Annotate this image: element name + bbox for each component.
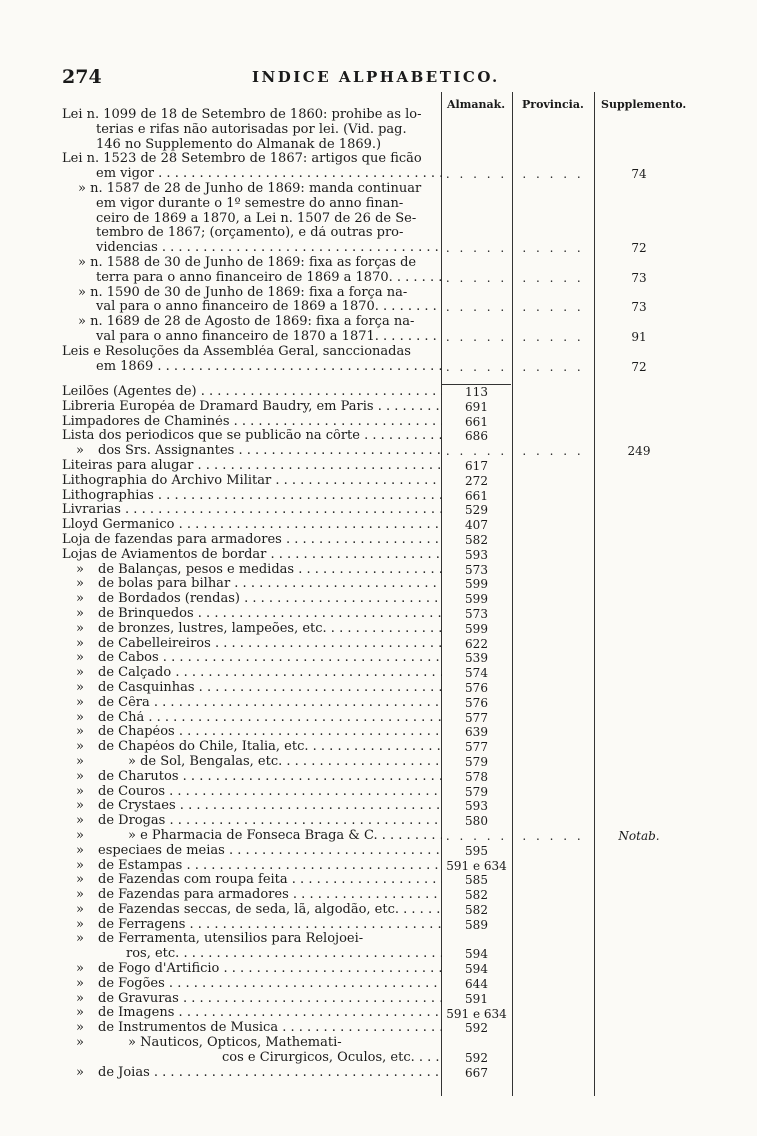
- index-entry: [62, 444, 442, 459]
- index-entry-label: Lloyd Germanico: [62, 518, 175, 533]
- ditto-mark: »: [76, 1006, 84, 1021]
- index-entry-label: de Chapéos: [98, 725, 175, 740]
- law-entry-line: 146 no Supplemento do Almanak de 1869.): [96, 137, 382, 152]
- page-ref-almanak: 573: [465, 607, 488, 621]
- page-ref-almanak: 639: [465, 725, 488, 740]
- index-entry-label: de Crystaes: [98, 799, 176, 814]
- index-entry: [62, 563, 442, 578]
- column-header-provincia: Provincia.: [522, 98, 584, 111]
- law-entry: [62, 256, 442, 286]
- index-entry-label: de Cabos: [98, 651, 159, 666]
- index-entry: [62, 400, 442, 415]
- index-entry: [62, 651, 442, 666]
- page-ref-almanak: 599: [465, 577, 488, 592]
- index-entry: [62, 888, 442, 903]
- law-entry-line: videncias . . .: [62, 241, 442, 256]
- index-entry: [62, 992, 442, 1007]
- index-entry-label: de Fogo d'Artificio: [98, 962, 220, 977]
- page-ref-almanak: 617: [465, 459, 488, 473]
- index-entry-label: » Nauticos, Opticos, Mathemati-: [128, 1036, 342, 1051]
- index-entry-label: cos e Cirurgicos, Oculos, etc.: [222, 1050, 415, 1065]
- index-entry-label: de Imagens: [98, 1006, 175, 1021]
- index-entry-label: de Fogões: [98, 976, 165, 991]
- page-ref-supplemento: 73: [631, 270, 647, 285]
- page-ref-almanak: 592: [465, 1021, 488, 1036]
- page-ref-almanak: 594: [465, 947, 488, 962]
- index-entry-label: de bolas para bilhar: [98, 577, 231, 592]
- index-entry: [62, 1021, 442, 1036]
- ditto-mark: »: [76, 592, 84, 607]
- ditto-mark: »: [76, 858, 84, 873]
- index-entry: [62, 785, 442, 800]
- page-ref-almanak: 573: [465, 562, 488, 577]
- index-entry: [62, 415, 442, 430]
- page-ref-almanak: 599: [465, 592, 488, 607]
- page-ref-almanak: 593: [465, 799, 488, 814]
- page-ref-almanak: 582: [465, 888, 488, 903]
- page-ref-almanak: 577: [465, 740, 488, 755]
- index-entry-label: de Fazendas seccas, de seda, lã, algodão, etc.: [98, 902, 400, 917]
- page-ref-supplemento: 249: [627, 444, 651, 459]
- index-entry: [62, 681, 442, 696]
- index-entry-label: de Ferramenta, utensilios para Relojoei-: [98, 932, 364, 947]
- index-entry-label: de Instrumentos de Musica: [98, 1021, 279, 1036]
- ditto-mark: »: [76, 754, 84, 769]
- page-ref-almanak: 594: [465, 962, 488, 977]
- law-entry-line: val para o anno financeiro de 1870 a 1871. . . .: [62, 330, 442, 345]
- page-ref-almanak: . . . . .: [445, 330, 508, 344]
- page-ref-almanak: 529: [465, 503, 488, 518]
- page-ref-almanak: 591 e 634: [446, 858, 507, 873]
- index-entry-label: » de Sol, Bengalas, etc.: [128, 754, 283, 769]
- index-entry-label: de Fazendas para armadores: [98, 888, 289, 903]
- page-ref-almanak: . . . . .: [445, 241, 508, 256]
- index-entry-label: de Charutos: [98, 769, 179, 784]
- index-entry-label: de Gravuras: [98, 991, 179, 1006]
- index-entry-label: de Casquinhas: [98, 680, 195, 695]
- index-entry: [62, 548, 442, 563]
- index-entry: [62, 859, 442, 874]
- index-entry: [62, 696, 442, 711]
- law-entry-line: ceiro de 1869 a 1870, a Lei n. 1507 de 26 de Se-: [96, 211, 417, 226]
- page-ref-provincia: . . . . .: [522, 270, 584, 285]
- index-entry-label: Limpadores de Chaminés: [62, 414, 230, 429]
- law-entry: [62, 152, 442, 182]
- ditto-mark: »: [76, 799, 84, 814]
- page-ref-almanak: 599: [465, 621, 488, 636]
- law-entry-line: terias e rifas não autorisadas por lei. (Vid. pag.: [96, 122, 407, 137]
- page-ref-almanak: . . . . .: [445, 300, 508, 315]
- index-entry-label: Lojas de Aviamentos de bordar: [62, 547, 267, 562]
- ditto-mark: »: [76, 784, 84, 799]
- page-ref-almanak: 579: [465, 784, 488, 799]
- page-ref-almanak: 644: [465, 977, 488, 991]
- ditto-mark: »: [76, 695, 84, 710]
- ditto-mark: »: [76, 888, 84, 903]
- page-ref-almanak: 592: [465, 1051, 488, 1065]
- page-ref-almanak: . . . . .: [445, 444, 508, 459]
- index-entry: [62, 770, 442, 785]
- law-entry-line: em 1869 . . .: [62, 360, 442, 375]
- page-ref-almanak: 578: [465, 769, 488, 784]
- index-entry-label: de Chapéos do Chile, Italia, etc.: [98, 740, 309, 755]
- ditto-mark: »: [76, 606, 84, 621]
- ditto-mark: »: [76, 636, 84, 651]
- index-entry-label: especiaes de meias: [98, 843, 225, 858]
- index-entry: [62, 740, 442, 755]
- page-ref-supplemento: Notab.: [618, 829, 660, 843]
- ditto-mark: »: [76, 725, 84, 740]
- page-ref-almanak: 595: [465, 843, 488, 858]
- index-entry: [62, 932, 442, 947]
- index-entry: [62, 947, 442, 962]
- law-entry-line: Leis e Resoluções da Assembléa Geral, sanccionadas: [62, 344, 411, 359]
- page-ref-provincia: . . . . .: [522, 444, 584, 459]
- ditto-mark: »: [76, 828, 84, 843]
- index-entry-label: Livrarias: [62, 503, 121, 518]
- index-entry: [62, 755, 442, 770]
- page-ref-supplemento: 72: [631, 359, 647, 374]
- index-entry: [62, 844, 442, 859]
- index-entry: [62, 903, 442, 918]
- ditto-mark: »: [76, 680, 84, 695]
- page-ref-almanak: 576: [465, 695, 488, 710]
- index-entry-label: Lithographia do Archivo Militar: [62, 473, 272, 488]
- page-ref-provincia: . . . . .: [522, 167, 584, 182]
- page-ref-provincia: . . . . .: [522, 300, 584, 315]
- index-entry: [62, 577, 442, 592]
- ditto-mark: »: [76, 1065, 84, 1080]
- index-entry: [62, 474, 442, 489]
- index-entry-label: de Drogas: [98, 814, 166, 829]
- column-header-supplemento: Supplemento.: [601, 98, 687, 111]
- index-entry-label: de Brinquedos: [98, 606, 194, 621]
- law-entry-line: » n. 1587 de 28 de Junho de 1869: manda continuar: [78, 181, 422, 196]
- index-entry: [62, 503, 442, 518]
- ditto-mark: »: [76, 976, 84, 991]
- page-ref-almanak: 576: [465, 681, 488, 695]
- page-ref-provincia: . . . . .: [522, 829, 584, 843]
- index-entry: [62, 607, 442, 622]
- column-header-almanak: Almanak.: [447, 98, 506, 111]
- law-entry-line: Lei n. 1523 de 28 Setembro de 1867: artigos que ficão: [62, 152, 422, 167]
- page-title: INDICE ALPHABETICO.: [252, 68, 500, 86]
- index-entry: [62, 711, 442, 726]
- index-entry-label: de Balanças, pesos e medidas: [98, 562, 295, 577]
- index-entry: [62, 533, 442, 548]
- law-entry-line: tembro de 1867; (orçamento), e dá outras pro-: [96, 226, 404, 241]
- page-ref-almanak: 622: [465, 636, 488, 651]
- index-entry: [62, 489, 442, 504]
- page-ref-almanak: . . . . .: [445, 829, 508, 843]
- index-entry-label: de Chá: [98, 710, 145, 725]
- index-entry: [62, 518, 442, 533]
- ditto-mark: »: [76, 814, 84, 829]
- page-ref-almanak: 591 e 634: [446, 1006, 507, 1021]
- page-ref-almanak: 577: [465, 710, 488, 725]
- page-ref-provincia: . . . . .: [522, 241, 584, 256]
- index-entry-label: Lithographias: [62, 488, 154, 503]
- index-entry: [62, 592, 442, 607]
- page-ref-almanak: 113: [465, 385, 488, 399]
- page-ref-provincia: . . . . .: [522, 330, 584, 344]
- law-entry-line: terra para o anno financeiro de 1869 a 1870. . . .: [62, 271, 442, 286]
- page-ref-supplemento: 72: [631, 241, 647, 256]
- index-entry-label: de Cabelleireiros: [98, 636, 211, 651]
- page-ref-supplemento: 74: [631, 167, 647, 182]
- ditto-mark: »: [76, 1021, 84, 1036]
- law-entry: [62, 315, 442, 345]
- page-ref-supplemento: 91: [631, 330, 647, 344]
- index-entry-label: Libreria Européa de Dramard Baudry, em Paris: [62, 399, 374, 414]
- ditto-mark: »: [76, 843, 84, 858]
- ditto-mark: »: [76, 962, 84, 977]
- page-ref-almanak: 589: [465, 917, 488, 932]
- index-entry: [62, 385, 442, 400]
- index-entry: [62, 459, 442, 474]
- index-entry-label: de Ferragens: [98, 917, 186, 932]
- index-entry: [62, 666, 442, 681]
- ditto-mark: »: [76, 621, 84, 636]
- index-entry-label: Lista dos periodicos que se publicão na côrte: [62, 429, 360, 444]
- page-ref-provincia: . . . . .: [522, 359, 584, 374]
- index-entry: [62, 725, 442, 740]
- ditto-mark: »: [76, 666, 84, 681]
- page-ref-almanak: 661: [465, 414, 488, 429]
- law-entries: [62, 108, 442, 374]
- ditto-mark: »: [76, 577, 84, 592]
- index-entry-label: dos Srs. Assignantes: [98, 444, 235, 459]
- ditto-mark: »: [76, 873, 84, 888]
- law-entry-line: » n. 1689 de 28 de Agosto de 1869: fixa a força na-: [78, 315, 415, 330]
- index-entry-label: ros, etc.: [126, 947, 180, 962]
- page-header: [62, 66, 702, 90]
- page-ref-almanak: 574: [465, 666, 488, 681]
- index-entry: [62, 1066, 442, 1081]
- index-entry: [62, 918, 442, 933]
- page-ref-almanak: 667: [465, 1065, 488, 1080]
- index-entry-label: de bronzes, lustres, lampeões, etc.: [98, 621, 327, 636]
- page-ref-almanak: 407: [465, 518, 488, 533]
- law-entry-line: em vigor durante o 1º semestre do anno finan-: [96, 196, 404, 211]
- page-ref-almanak: 272: [465, 473, 488, 488]
- page-ref-almanak: 686: [465, 429, 488, 444]
- index-entry: [62, 429, 442, 444]
- law-entry-line: em vigor . . .: [62, 167, 442, 182]
- page-ref-almanak: 580: [465, 814, 488, 829]
- page-ref-almanak: 691: [465, 399, 488, 414]
- ditto-mark: »: [76, 1036, 84, 1051]
- index-entry: [62, 622, 442, 637]
- law-entry: [62, 345, 442, 375]
- index-entry: [62, 873, 442, 888]
- index-entry: [62, 814, 442, 829]
- law-entry-line: Lei n. 1099 de 18 de Setembro de 1860: prohibe as lo-: [62, 108, 422, 122]
- ditto-mark: »: [76, 991, 84, 1006]
- index-entry-label: de Bordados (rendas): [98, 592, 240, 607]
- index-entry-label: » e Pharmacia de Fonseca Braga & C.: [128, 828, 378, 843]
- index-entry: [62, 977, 442, 992]
- ditto-mark: »: [76, 651, 84, 666]
- page-ref-almanak: 593: [465, 547, 488, 562]
- index-entry-label: Leilões (Agentes de): [62, 385, 197, 399]
- ditto-mark: »: [76, 902, 84, 917]
- ditto-mark: »: [76, 769, 84, 784]
- index-entry: [62, 962, 442, 977]
- index-entry-label: de Estampas: [98, 858, 183, 873]
- page-ref-almanak: 579: [465, 755, 488, 769]
- index-entries: [62, 385, 442, 1080]
- index-entry-label: de Couros: [98, 784, 166, 799]
- ditto-mark: »: [76, 562, 84, 577]
- index-entry: [62, 637, 442, 652]
- index-entry-label: de Calçado: [98, 666, 172, 681]
- index-entry-label: Liteiras para alugar: [62, 458, 194, 473]
- ditto-mark: »: [76, 932, 84, 947]
- page-ref-almanak: 582: [465, 903, 488, 917]
- law-entry-line: val para o anno financeiro de 1869 a 1870. . . .: [62, 300, 442, 315]
- page-ref-almanak: . . . . .: [445, 270, 508, 285]
- page-ref-almanak: 539: [465, 651, 488, 666]
- ditto-mark: »: [76, 710, 84, 725]
- law-entry-line: » n. 1590 de 30 de Junho de 1869: fixa a força na-: [78, 285, 408, 300]
- page-ref-almanak: . . . . .: [445, 167, 508, 182]
- page-ref-almanak: 582: [465, 533, 488, 547]
- index-entry: [62, 1006, 442, 1021]
- page-ref-almanak: 591: [465, 991, 488, 1006]
- index-entry-label: de Cêra: [98, 695, 150, 710]
- index-entry: [62, 1051, 442, 1066]
- law-entry: [62, 108, 442, 152]
- index-entry: [62, 799, 442, 814]
- page-ref-almanak: 661: [465, 488, 488, 503]
- ditto-mark: »: [76, 917, 84, 932]
- ditto-mark: »: [76, 444, 84, 459]
- law-entry: [62, 286, 442, 316]
- page-ref-supplemento: 73: [631, 300, 647, 315]
- index-entry: [62, 829, 442, 844]
- page-number: 274: [62, 66, 102, 88]
- index-entry-label: de Fazendas com roupa feita: [98, 873, 288, 888]
- law-entry-line: » n. 1588 de 30 de Junho de 1869: fixa as forças de: [78, 255, 417, 270]
- page-ref-almanak: 585: [465, 873, 488, 888]
- law-entry: [62, 182, 442, 256]
- page-ref-almanak: . . . . .: [445, 359, 508, 374]
- ditto-mark: »: [76, 740, 84, 755]
- index-entry: [62, 1036, 442, 1051]
- index-entry-label: de Joias: [98, 1065, 150, 1080]
- index-entry-label: Loja de fazendas para armadores: [62, 532, 282, 547]
